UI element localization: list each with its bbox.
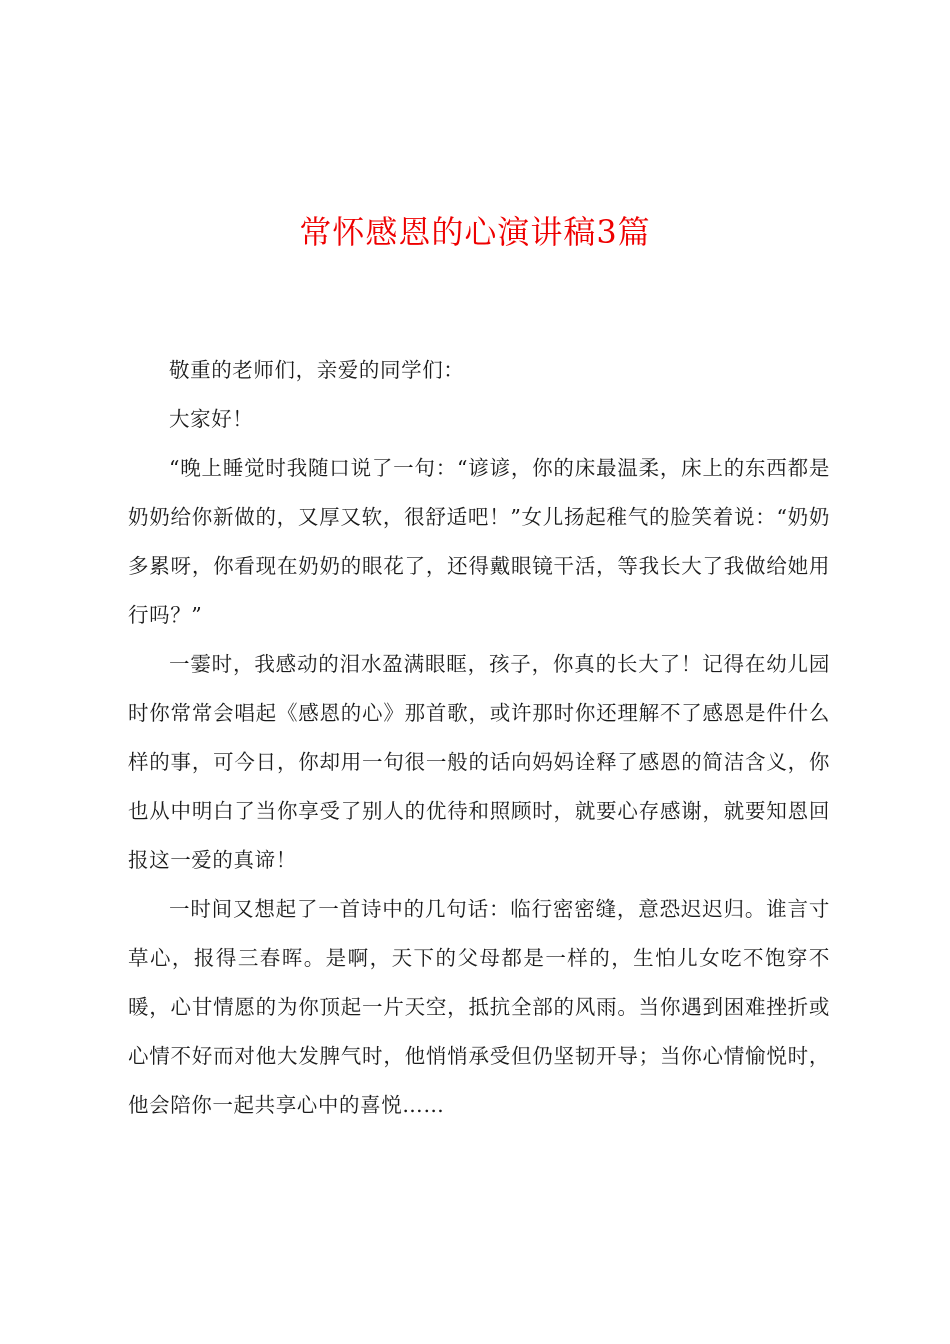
body-paragraph: 一时间又想起了一首诗中的几句话：临行密密缝，意恐迟迟归。谁言寸草心，报得三春晖。是啊，天下的父母都是一样的，生怕儿女吃不饱穿不暖，心甘情愿的为你顶起一片天空，抵抗全部的风雨。当你遇到困难挫折或心情不好而对他大发脾气时，他悄悄承受但仍坚韧开导；当你心情愉悦时，他会陪你一起共享心中的喜悦…… — [128, 897, 830, 1117]
body-paragraph: “晚上睡觉时我随口说了一句：“谚谚，你的床最温柔，床上的东西都是奶奶给你新做的，又厚又软，很舒适吧！”女儿扬起稚气的脸笑着说：“奶奶多累呀，你看现在奶奶的眼花了，还得戴眼镜干活，等我长大了我做给她用行吗？” — [128, 456, 830, 627]
body-paragraph: 一霎时，我感动的泪水盈满眼眶，孩子，你真的长大了！记得在幼儿园时你常常会唱起《感恩的心》那首歌，或许那时你还理解不了感恩是件什么样的事，可今日，你却用一句很一般的话向妈妈诠释了感恩的简洁含义，你也从中明白了当你享受了别人的优待和照顾时，就要心存感谢，就要知恩回报这一爱的真谛！ — [128, 652, 830, 872]
greeting-paragraph: 大家好！ — [169, 407, 254, 431]
document-title: 常怀感恩的心演讲稿3篇 — [299, 213, 651, 251]
salutation-paragraph: 敬重的老师们，亲爱的同学们： — [169, 358, 465, 382]
document-body — [128, 346, 830, 1130]
